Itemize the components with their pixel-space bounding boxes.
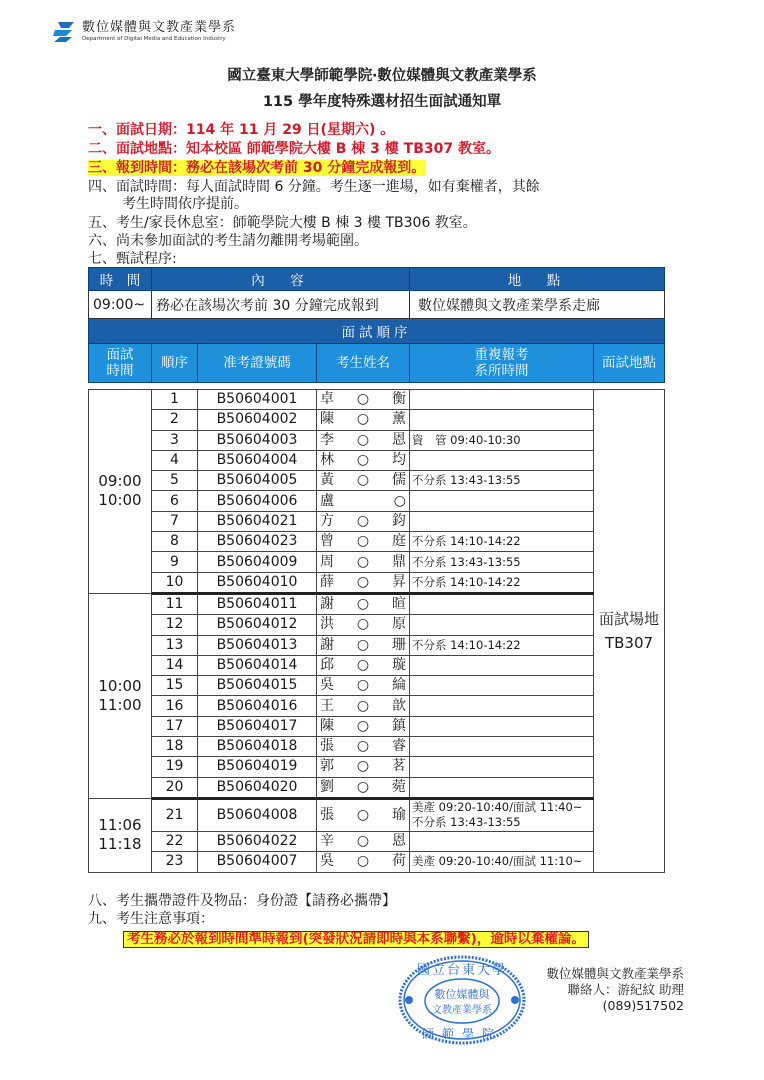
checkin-row: [89, 291, 665, 319]
item-interview-duration: 四、面試時間：每人面試時間 6 分鐘。考生逐一進場，如有棄權者，其餘: [88, 179, 540, 195]
candidate-duplicate: 美產 09:20-10:40/面試 11:10~: [410, 852, 594, 872]
name-part-1: 洪: [320, 616, 334, 633]
candidate-seq: 11: [152, 593, 198, 614]
candidate-duplicate: 資 管 09:40-10:30: [410, 430, 594, 450]
candidate-seq: 4: [152, 450, 198, 470]
name-part-1: 張: [320, 806, 334, 823]
candidate-name: [317, 593, 410, 614]
candidate-seq: 10: [152, 572, 198, 593]
name-part-1: 薛: [320, 573, 334, 590]
name-part-2: ○: [356, 411, 370, 428]
candidate-duplicate: [410, 777, 594, 798]
name-part-1: 劉: [320, 778, 334, 795]
candidate-row: [89, 593, 665, 614]
col-location: 面試地點: [594, 344, 665, 383]
candidate-id: B50604018: [198, 737, 317, 757]
name-part-1: 陳: [320, 717, 334, 734]
name-part-2: ○: [356, 697, 370, 714]
name-part-1: 王: [320, 697, 334, 714]
interview-location: [594, 390, 665, 873]
candidate-id: B50604001: [198, 390, 317, 410]
name-part-2: ○: [356, 553, 370, 570]
candidate-name: [317, 450, 410, 470]
candidate-row: [89, 737, 665, 757]
name-part-3: 恩: [392, 431, 406, 448]
candidate-row: [89, 798, 665, 831]
name-part-2: ○: [356, 657, 370, 673]
name-part-2: ○: [356, 778, 370, 795]
seal-inner-line2: 文教產業學系: [432, 1005, 492, 1016]
candidate-seq: 23: [152, 852, 198, 872]
candidate-id: B50604005: [198, 471, 317, 491]
name-part-1: 陳: [320, 411, 334, 428]
item-stay-in-area: 六、尚未參加面試的考生請勿離開考場範圍。: [88, 233, 368, 249]
seal-bottom-text: 師範學院: [421, 1027, 503, 1041]
name-part-3: 恩: [392, 833, 406, 850]
candidate-row: [89, 532, 665, 552]
candidate-row: [89, 615, 665, 635]
candidate-table: [88, 389, 665, 873]
candidate-name: [317, 552, 410, 572]
seal-inner-line1: 數位媒體與: [434, 988, 490, 1001]
candidate-row: [89, 852, 665, 872]
duplicate-line1: 美產 09:20-10:40/面試 11:40~: [412, 800, 583, 815]
name-part-1: 林: [320, 452, 334, 469]
item-notes: 九、考生注意事項：: [88, 911, 214, 927]
name-part-2: ○: [356, 738, 370, 755]
item-checkin-time: 三、報到時間：務必在該場次考前 30 分鐘完成報到。: [88, 160, 426, 176]
col-interview-time-l2: 時間: [106, 363, 134, 379]
location-line1: 面試場地: [598, 609, 659, 628]
candidate-id: B50604013: [198, 635, 317, 655]
group-time: [89, 390, 152, 594]
candidate-row: [89, 655, 665, 675]
candidate-seq: 22: [152, 831, 198, 851]
department-logo-icon: [52, 21, 76, 43]
name-part-2: ○: [356, 472, 370, 489]
name-part-2: ○: [356, 452, 370, 469]
candidate-name: [317, 430, 410, 450]
name-part-2: ○: [356, 512, 370, 529]
department-logo: [52, 20, 236, 43]
group-start: 10:00: [98, 676, 142, 695]
candidate-name: [317, 831, 410, 851]
candidate-duplicate: 不分系 13:43-13:55: [410, 471, 594, 491]
candidate-name: [317, 410, 410, 430]
candidate-seq: 18: [152, 737, 198, 757]
name-part-1: 謝: [320, 596, 334, 613]
candidate-name: [317, 655, 410, 675]
column-header-row: [89, 344, 665, 383]
document-subtitle: 115 學年度特殊選材招生面試通知單: [262, 94, 502, 110]
checkin-time: 09:00~: [89, 291, 152, 319]
candidate-duplicate: [410, 798, 594, 831]
order-title: 面試順序: [89, 319, 665, 344]
col-interview-time-l1: 面試: [106, 347, 134, 363]
candidate-seq: 21: [152, 798, 198, 831]
name-part-2: ○: [356, 533, 370, 550]
candidate-id: B50604021: [198, 511, 317, 531]
candidate-id: B50604019: [198, 757, 317, 777]
contact-person: 聯絡人：游紀紋 助理: [567, 982, 684, 997]
name-part-3: 荷: [392, 853, 406, 870]
candidate-duplicate: [410, 491, 594, 511]
candidate-id: B50604006: [198, 491, 317, 511]
name-part-3: 均: [392, 452, 406, 469]
candidate-row: [89, 572, 665, 593]
name-part-1: 辛: [320, 833, 334, 850]
candidate-row: [89, 450, 665, 470]
col-admission-id: 准考證號碼: [198, 344, 317, 383]
name-part-3: 歆: [392, 697, 406, 714]
header-content: 內 容: [152, 268, 410, 291]
name-part-1: 盧: [320, 492, 334, 509]
name-part-3: 鼎: [392, 553, 406, 570]
name-part-3: 鈞: [392, 512, 406, 529]
contact-department: 數位媒體與文教產業學系: [546, 966, 684, 981]
candidate-row: [89, 696, 665, 716]
candidate-row: [89, 471, 665, 491]
item-interview-duration-cont: 考生時間依序提前。: [122, 196, 248, 212]
candidate-name: [317, 471, 410, 491]
candidate-row: [89, 410, 665, 430]
order-title-row: [89, 319, 665, 344]
candidate-seq: 8: [152, 532, 198, 552]
seal-outer-text: 國立台東大學: [416, 963, 508, 978]
department-seal: [397, 954, 527, 1046]
name-part-2: ○: [356, 677, 370, 694]
candidate-id: B50604014: [198, 655, 317, 675]
candidate-duplicate: 不分系 14:10-14:22: [410, 532, 594, 552]
name-part-2: ○: [356, 573, 370, 590]
candidate-duplicate: [410, 696, 594, 716]
group-end: 10:00: [98, 491, 142, 510]
candidate-id: B50604008: [198, 798, 317, 831]
group-start: 09:00: [98, 472, 142, 491]
candidate-name: [317, 852, 410, 872]
col-duplicate-time-l2: 系所時間: [474, 363, 529, 379]
candidate-duplicate: 不分系 14:10-14:22: [410, 635, 594, 655]
name-part-1: 郭: [320, 758, 334, 775]
group-time: [89, 798, 152, 872]
name-part-1: 方: [320, 512, 334, 529]
candidate-name: [317, 696, 410, 716]
col-interview-time: [89, 344, 152, 383]
name-part-3: 昇: [392, 573, 406, 590]
candidate-id: B50604004: [198, 450, 317, 470]
candidate-name: [317, 798, 410, 831]
candidate-name: [317, 532, 410, 552]
name-part-2: ○: [356, 431, 370, 448]
checkin-content: 務必在該場次考前 30 分鐘完成報到: [152, 291, 410, 319]
col-candidate-name: 考生姓名: [317, 344, 410, 383]
candidate-duplicate: [410, 390, 594, 410]
candidate-seq: 9: [152, 552, 198, 572]
candidate-duplicate: [410, 450, 594, 470]
candidate-name: [317, 390, 410, 410]
name-part-3: 衡: [392, 391, 406, 408]
candidate-row: [89, 831, 665, 851]
candidate-duplicate: [410, 593, 594, 614]
candidate-id: B50604012: [198, 615, 317, 635]
name-part-1: 邱: [320, 657, 334, 673]
candidate-name: [317, 757, 410, 777]
candidate-duplicate: [410, 757, 594, 777]
item-documents: 八、考生攜帶證件及物品：身份證【請務必攜帶】: [88, 893, 396, 909]
name-part-1: 周: [320, 553, 334, 570]
header-place: 地 點: [410, 268, 665, 291]
document-title: 國立臺東大學師範學院‧數位媒體與文教產業學系: [227, 68, 537, 84]
candidate-id: B50604022: [198, 831, 317, 851]
candidate-id: B50604023: [198, 532, 317, 552]
name-part-2: ○: [356, 636, 370, 653]
name-part-3: 璇: [392, 657, 406, 673]
candidate-duplicate: [410, 737, 594, 757]
candidate-row: [89, 491, 665, 511]
name-part-2: ○: [356, 833, 370, 850]
candidate-id: B50604010: [198, 572, 317, 593]
name-part-2: ○: [356, 853, 370, 870]
candidate-duplicate: [410, 511, 594, 531]
candidate-name: [317, 635, 410, 655]
candidate-seq: 13: [152, 635, 198, 655]
name-part-1: 吳: [320, 677, 334, 694]
item-procedure: 七、甄試程序:: [88, 251, 177, 267]
candidate-seq: 5: [152, 471, 198, 491]
candidate-duplicate: 不分系 13:43-13:55: [410, 552, 594, 572]
candidate-name: [317, 511, 410, 531]
candidate-row: [89, 676, 665, 696]
item-waiting-room: 五、考生/家長休息室：師範學院大樓 B 棟 3 樓 TB306 教室。: [88, 215, 477, 231]
candidate-duplicate: [410, 655, 594, 675]
location-line2: TB307: [604, 633, 654, 652]
name-part-3: 暄: [392, 596, 406, 613]
name-part-2: ○: [356, 616, 370, 633]
checkin-place: 數位媒體與文教產業學系走廊: [410, 291, 665, 319]
candidate-id: B50604011: [198, 593, 317, 614]
candidate-duplicate: [410, 831, 594, 851]
candidate-seq: 19: [152, 757, 198, 777]
candidate-seq: 3: [152, 430, 198, 450]
logo-english-name: Department of Digital Media and Education Industry: [82, 36, 226, 42]
candidate-duplicate: [410, 615, 594, 635]
candidate-id: B50604009: [198, 552, 317, 572]
col-duplicate-time: [410, 344, 594, 383]
candidate-row: [89, 635, 665, 655]
candidate-seq: 6: [152, 491, 198, 511]
name-part-3: 綸: [392, 677, 406, 694]
candidate-row: [89, 511, 665, 531]
candidate-id: B50604015: [198, 676, 317, 696]
name-part-3: 珊: [392, 636, 406, 653]
duplicate-line2: 不分系 13:43-13:55: [412, 815, 521, 830]
candidate-duplicate: [410, 410, 594, 430]
name-part-2: ○: [356, 717, 370, 734]
item-checkin-wrap: [88, 160, 425, 177]
col-sequence: 順序: [152, 344, 198, 383]
notice-banner: 考生務必於報到時間準時報到(突發狀況請即時與本系聯繫)，逾時以棄權論。: [123, 931, 589, 948]
candidate-name: [317, 737, 410, 757]
name-part-3: 睿: [392, 738, 406, 755]
name-part-3: 瑜: [392, 806, 406, 823]
candidate-name: [317, 615, 410, 635]
group-start: 11:06: [98, 816, 142, 835]
item-interview-date: 一、面試日期：114 年 11 月 29 日(星期六) 。: [88, 122, 395, 138]
candidate-id: B50604017: [198, 716, 317, 736]
name-part-2: ○: [356, 806, 370, 823]
name-part-3: 薰: [392, 411, 406, 428]
name-part-3: 鎮: [392, 717, 406, 734]
item-interview-location: 二、面試地點：知本校區 師範學院大樓 B 棟 3 樓 TB307 教室。: [88, 141, 500, 157]
schedule-table: [88, 267, 665, 383]
name-part-3: 庭: [392, 533, 406, 550]
group-time: [89, 593, 152, 798]
candidate-name: [317, 491, 410, 511]
candidate-id: B50604016: [198, 696, 317, 716]
header-time: 時 間: [89, 268, 152, 291]
name-part-3: ○: [393, 492, 406, 509]
name-part-1: 卓: [320, 391, 334, 408]
candidate-name: [317, 572, 410, 593]
name-part-3: 原: [392, 616, 406, 633]
candidate-duplicate: 不分系 14:10-14:22: [410, 572, 594, 593]
candidate-seq: 14: [152, 655, 198, 675]
name-part-3: 茗: [392, 758, 406, 775]
candidate-row: [89, 430, 665, 450]
col-duplicate-time-l1: 重複報考: [474, 347, 529, 363]
candidate-seq: 20: [152, 777, 198, 798]
candidate-row: [89, 390, 665, 410]
candidate-row: [89, 777, 665, 798]
schedule-header-row: [89, 268, 665, 291]
group-end: 11:00: [98, 695, 142, 714]
candidate-name: [317, 777, 410, 798]
name-part-1: 張: [320, 738, 334, 755]
contact-block: [546, 966, 684, 1014]
candidate-seq: 17: [152, 716, 198, 736]
candidate-seq: 15: [152, 676, 198, 696]
candidate-duplicate: [410, 716, 594, 736]
candidate-seq: 16: [152, 696, 198, 716]
name-part-1: 李: [320, 431, 334, 448]
name-part-2: ○: [356, 758, 370, 775]
candidate-id: B50604020: [198, 777, 317, 798]
candidate-seq: 1: [152, 390, 198, 410]
candidate-seq: 12: [152, 615, 198, 635]
candidate-seq: 7: [152, 511, 198, 531]
name-part-1: 曾: [320, 533, 334, 550]
candidate-seq: 2: [152, 410, 198, 430]
group-end: 11:18: [98, 835, 142, 854]
candidate-duplicate: [410, 676, 594, 696]
name-part-2: ○: [356, 596, 370, 613]
candidate-name: [317, 676, 410, 696]
name-part-1: 謝: [320, 636, 334, 653]
contact-phone: (089)517502: [602, 998, 684, 1013]
name-part-2: ○: [356, 391, 370, 408]
candidate-id: B50604007: [198, 852, 317, 872]
logo-chinese-name: 數位媒體與文教產業學系: [82, 20, 237, 35]
name-part-1: 黃: [320, 472, 334, 489]
name-part-1: 吳: [320, 853, 334, 870]
candidate-name: [317, 716, 410, 736]
name-part-3: 菀: [392, 778, 406, 795]
candidate-row: [89, 757, 665, 777]
name-part-3: 儒: [392, 472, 406, 489]
candidate-id: B50604003: [198, 430, 317, 450]
candidate-row: [89, 716, 665, 736]
candidate-row: [89, 552, 665, 572]
candidate-id: B50604002: [198, 410, 317, 430]
